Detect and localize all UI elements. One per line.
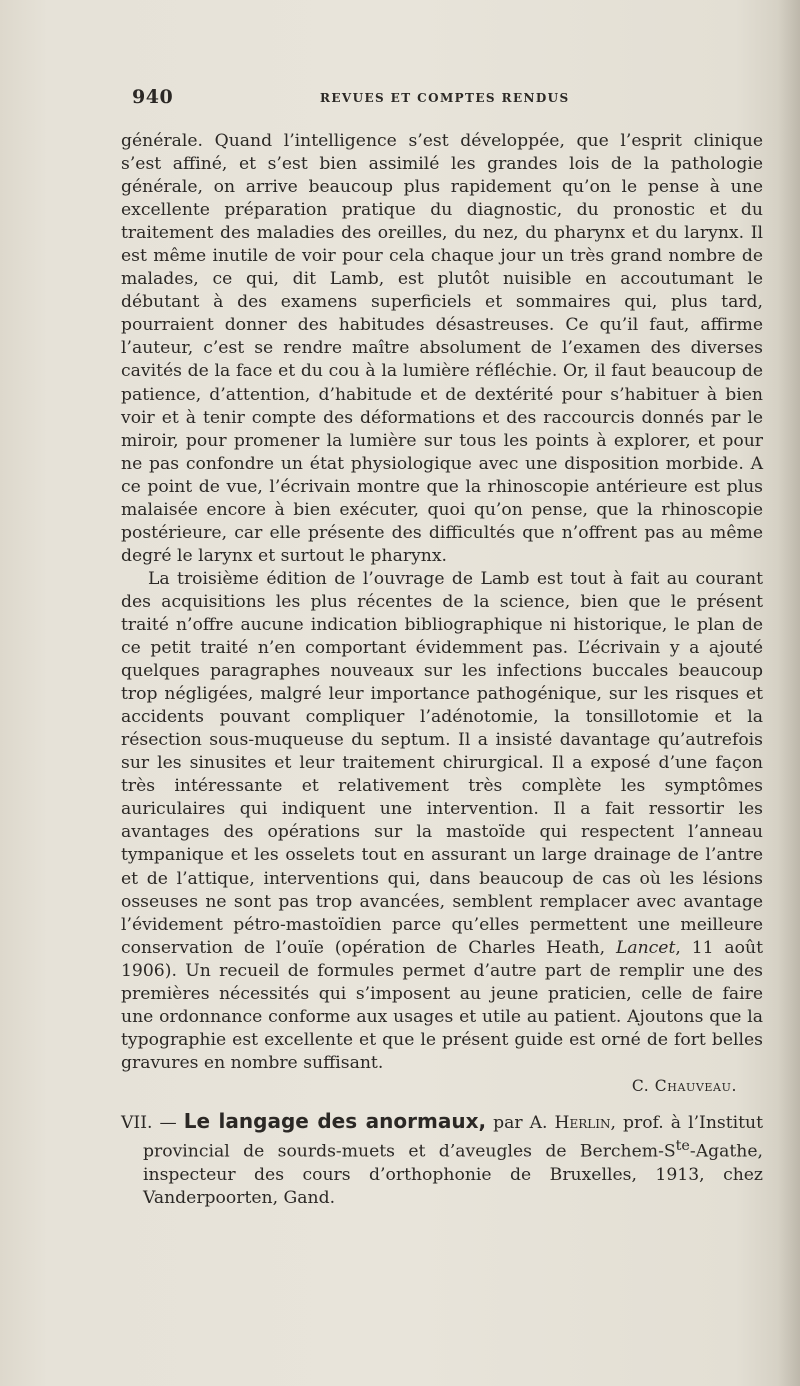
entry-by: par A. (486, 1112, 555, 1133)
entry-details-b: -Agathe, inspecteur des cours d’orthophonie de Bruxelles, 1913, chez Vanderpoorten, Gand. (143, 1141, 763, 1208)
entry-number: VII. — (121, 1112, 184, 1133)
reviewer-signature: C. Chauveau. (631, 1076, 737, 1095)
page-header (132, 86, 762, 110)
entry-author: Herlin (554, 1112, 611, 1133)
page-number: 940 (132, 86, 174, 108)
body-text (121, 130, 763, 1227)
running-head: REVUES ET COMPTES RENDUS (320, 91, 570, 105)
paragraph-text-end: , 11 août 1906). Un recueil de formules permet d’autre part de remplir une des premières nécessités qui s’imposent au jeune praticien, celle de faire une ordonnance conforme aux usages et utile au patient. Ajoutons que la typographie est excellente et que le présent guide est orné de fort belles gravures en nombre suffisant. (121, 937, 763, 1073)
paragraph-text-start: La troisième édition de l’ouvrage de Lamb est tout à fait au courant des acquisitions les plus récentes de la science, bien que le présent traité n’offre aucune indication bibliographique ni historique, le plan de ce petit traité n’en comportant évidemment pas. L’écrivain y a ajouté quelques paragraphes nouveaux sur les infections buccales beaucoup trop négligées, malgré leur importance pathogénique, sur les risques et accidents pouvant compliquer l’adénotomie, la tonsillotomie et la résection sous-muqueuse du septum. Il a insisté davantage qu’autrefois sur les sinusites et leur traitement chirurgical. Il a exposé d’une façon très intéressante et relativement très complète les symptômes auriculaires qui indiquent une intervention. Il a fait ressortir les avantages des opérations sur la mastoïde qui respectent l’anneau tympanique et les osselets tout en assurant un large drainage de l’antre et de l’attique, interventions qui, dans beaucoup de cas où les lésions osseuses ne sont pas trop avancées, semblent remplacer avec avantage l’évidement pétro-mastoïdien parce qu’elles permettent une meilleure conservation de l’ouïe (opération de Charles Heath, (121, 568, 763, 958)
paragraph-continuation: générale. Quand l’intelligence s’est développée, que l’esprit clinique s’est affiné, et s’est bien assimilé les grandes lois de la pathologie générale, on arrive beaucoup plus rapidement qu’on le pense à une excellente préparation pratique du diagnostic, du pronostic et du traitement des maladies des oreilles, du nez, du pharynx et du larynx. Il est même inutile de voir pour cela chaque jour un très grand nombre de malades, ce qui, dit Lamb, est plutôt nuisible en accoutumant le débutant à des examens superficiels et sommaires qui, plus tard, pourraient donner des habitudes désastreuses. Ce qu’il faut, affirme l’auteur, c’est se rendre maître absolument de l’examen des diverses cavités de la face et du cou à la lumière réfléchie. Or, il faut beaucoup de patience, d’attention, d’habitude et de dextérité pour s’habituer à bien voir et à tenir compte des déformations et des raccourcis donnés par le miroir, pour promener la lumière sur tous les points à explorer, et pour ne pas confondre un état physiologique avec une disposition morbide. A ce point de vue, l’écrivain montre que la rhinoscopie antérieure est plus malaisée encore à bien exécuter, quoi qu’on pense, que la rhinoscopie postérieure, car elle présente des difficultés que n’offrent pas au même degré le larynx et surtout le pharynx. (121, 131, 763, 566)
entry-superscript: te (675, 1137, 690, 1154)
page-edge-shadow (778, 0, 800, 1386)
entry-details-a: , prof. à l’Institut provincial de sourds-muets et d’aveugles de Berchem-S (143, 1112, 763, 1162)
journal-name: Lancet (615, 937, 676, 958)
entry-title: Le langage des anormaux, (183, 1108, 487, 1133)
review-entry-heading (121, 1110, 763, 1210)
paragraph-third-edition (121, 568, 763, 1075)
